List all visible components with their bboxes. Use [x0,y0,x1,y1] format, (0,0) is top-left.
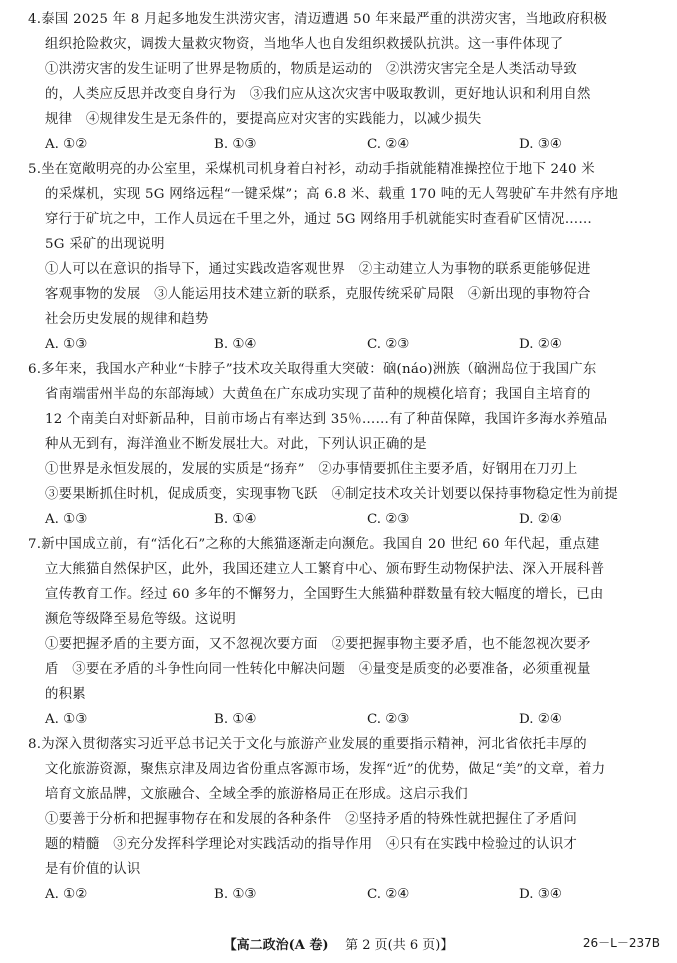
option-a[interactable]: A. ①③ [45,712,88,727]
statement-line: 是有价值的认识 [45,862,141,877]
statement-line: ①洪涝灾害的发生证明了世界是物质的，物质是运动的 ②洪涝灾害完全是人类活动导致 [45,62,577,77]
question-stem-line: 5.坐在宽敞明亮的办公室里，采煤机司机身着白衬衫，动动手指就能精准操控位于地下 240 米 [28,162,595,177]
statement-line: ①要善于分析和把握事物存在和发展的各种条件 ②坚持矛盾的特殊性就把握住了矛盾问 [45,812,577,827]
option-a[interactable]: A. ①③ [45,337,88,352]
option-d[interactable]: D. ③④ [519,137,562,152]
question-stem-line: 5G 采矿的出现说明 [45,237,165,252]
footer-center [0,934,677,953]
option-d[interactable]: D. ②④ [519,337,562,352]
question-stem-line: 7.新中国成立前，有“活化石”之称的大熊猫逐渐走向濒危。我国自 20 世纪 60 年代起，重点建 [28,537,600,552]
statement-line: 的，人类应反思并改变自身行为 ③我们应从这次灾害中吸取教训，更好地认识和利用自然 [45,87,591,102]
option-c[interactable]: C. ②③ [367,712,410,727]
option-d[interactable]: D. ③④ [519,887,562,902]
question-stem-line: 宣传教育工作。经过 60 多年的不懈努力，全国野生大熊猫种群数量有较大幅度的增长，已由 [45,587,604,602]
question-stem-line: 省南端雷州半岛的东部海域）大黄鱼在广东成功实现了苗种的规模化培育；我国自主培育的 [45,387,591,402]
footer-spacer [333,938,341,953]
question-stem-line: 文化旅游资源，聚焦京津及周边省份重点客源市场，发挥“近”的优势，做足“美”的文章，着力 [45,762,606,777]
question-stem-line: 立大熊猫自然保护区，此外，我国还建立人工繁育中心、颁布野生动物保护法、深入开展科普 [45,562,605,577]
option-a[interactable]: A. ①③ [45,512,88,527]
option-c[interactable]: C. ②③ [367,512,410,527]
statement-line: ③要果断抓住时机，促成质变，实现事物飞跃 ④制定技术攻关计划要以保持事物稳定性为前提 [45,487,618,502]
statement-line: 客观事物的发展 ③人能运用技术建立新的联系，克服传统采矿局限 ④新出现的事物符合 [45,287,591,302]
question-7 [28,532,660,732]
option-c[interactable]: C. ②④ [367,137,410,152]
question-stem-line: 穿行于矿坑之中，工作人员远在千里之外，通过 5G 网络用手机就能实时查看矿区情况…… [45,212,593,227]
option-d[interactable]: D. ②④ [519,712,562,727]
footer-title: 【高二政治(A 卷) [223,938,329,953]
question-5 [28,157,660,357]
question-8 [28,732,660,907]
option-a[interactable]: A. ①② [45,137,88,152]
statement-line: 规律 ④规律发生是无条件的，要提高应对灾害的实践能力，以减少损失 [45,112,482,127]
statement-line: 题的精髓 ③充分发挥科学理论对实践活动的指导作用 ④只有在实践中检验过的认识才 [45,837,577,852]
option-d[interactable]: D. ②④ [519,512,562,527]
option-c[interactable]: C. ②④ [367,887,410,902]
option-b[interactable]: B. ①④ [214,512,257,527]
question-stem-line: 种从无到有，海洋渔业不断发展壮大。对此，下列认识正确的是 [45,437,427,452]
statement-line: 盾 ③要在矛盾的斗争性向同一性转化中解决问题 ④量变是质变的必要准备，必须重视量 [45,662,591,677]
footer-page-number: 第 2 页(共 6 页)】 [345,938,454,953]
option-b[interactable]: B. ①④ [214,337,257,352]
statement-line: ①要把握矛盾的主要方面，又不忽视次要方面 ②要把握事物主要矛盾，也不能忽视次要矛 [45,637,591,652]
question-stem-line: 6.多年来，我国水产种业“卡脖子”技术攻关取得重大突破：硇(náo)洲族（硇洲岛位于我国广东 [28,362,597,377]
question-stem-line: 8.为深入贯彻落实习近平总书记关于文化与旅游产业发展的重要指示精神，河北省依托丰厚的 [28,737,587,752]
statement-line: 的积累 [45,687,86,702]
question-stem-line: 组织抢险救灾，调拨大量救灾物资，当地华人也自发组织救援队抗洪。这一事件体现了 [45,37,564,52]
option-c[interactable]: C. ②③ [367,337,410,352]
statement-line: ①世界是永恒发展的，发展的实质是“扬弃” ②办事情要抓住主要矛盾，好钢用在刀刃上 [45,462,578,477]
options-row [28,882,660,907]
statement-line: ①人可以在意识的指导下，通过实践改造客观世界 ②主动建立人为事物的联系更能够促进 [45,262,591,277]
statement-line: 社会历史发展的规律和趋势 [45,312,209,327]
option-b[interactable]: B. ①③ [214,137,257,152]
question-stem-line: 培育文旅品牌，文旅融合、全域全季的旅游格局正在形成。这启示我们 [45,787,468,802]
footer-code: 26－L－237B [582,936,660,950]
options-row [28,507,660,532]
option-a[interactable]: A. ①② [45,887,88,902]
options-row [28,132,660,157]
question-stem-line: 的采煤机，实现 5G 网络远程“一键采煤”；高 6.8 米、载重 170 吨的无人驾驶矿车井然有序地 [45,187,619,202]
option-b[interactable]: B. ①③ [214,887,257,902]
question-6 [28,357,660,532]
option-b[interactable]: B. ①④ [214,712,257,727]
question-stem-line: 4.泰国 2025 年 8 月起多地发生洪涝灾害，清迈遭遇 50 年来最严重的洪涝灾害，当地政府积极 [28,12,608,27]
page-footer [0,932,677,956]
options-row [28,332,660,357]
question-stem-line: 12 个南美白对虾新品种，目前市场占有率达到 35％……有了种苗保障，我国许多海水养殖品 [45,412,608,427]
question-4 [28,7,660,157]
question-stem-line: 濒危等级降至易危等级。这说明 [45,612,236,627]
options-row [28,707,660,732]
